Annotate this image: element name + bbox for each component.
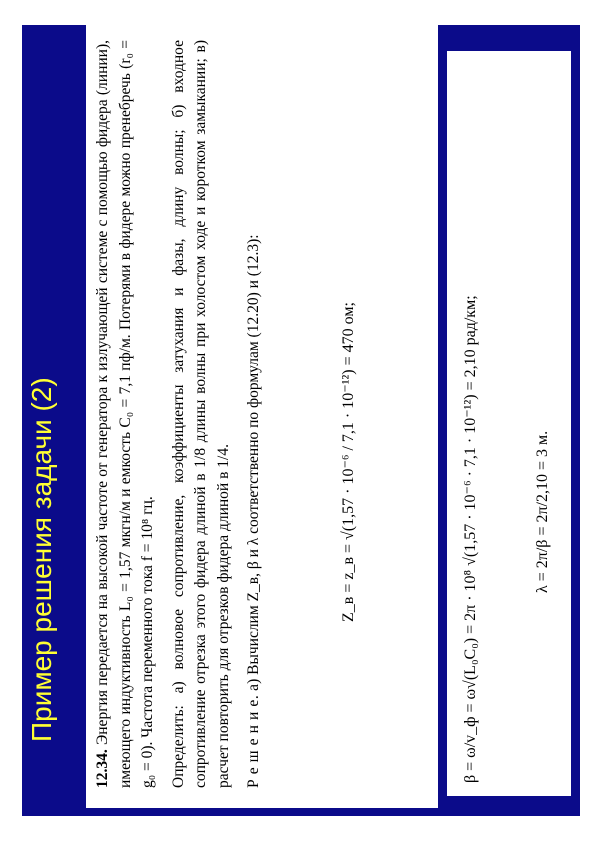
solution-label: Р е ш е н и е. bbox=[245, 694, 262, 788]
problem-number: 12.34. bbox=[94, 749, 111, 788]
formula-block bbox=[457, 63, 557, 783]
beta-formula: β = ω/v_ф = ω√(L₀C₀) = 2π · 10⁸ √(1,57 · 10⁻⁶ · 7,1 · 10⁻¹²) = 2,10 рад/км; bbox=[462, 295, 479, 783]
problem-card bbox=[86, 20, 438, 808]
formula-card bbox=[447, 51, 571, 796]
problem-text-block bbox=[92, 40, 274, 788]
problem-statement bbox=[92, 40, 160, 788]
problem-statement-text: Энергия передается на высокой частоте от генератора к излучающей системе с помощью фидера (линии), имеющего индуктивность L₀ = 1,57 мкгн/м и емкость C₀ = 7,1 пф/м. Потерями в фидере можно пренебречь (r₀ = g₀ = 0). Частота переменного тока f = 10⁸ гц. bbox=[94, 40, 156, 788]
slide-title: Пример решения задачи (2) bbox=[26, 377, 57, 742]
solution-intro bbox=[243, 40, 266, 788]
impedance-formula: Z_в = z_в = √(1,57 · 10⁻⁶ / 7,1 · 10⁻¹²) = 470 ом; bbox=[340, 302, 357, 622]
problem-task: Определить: а) волновое сопротивление, коэффициенты затухания и фазы, длину волны; б) входное сопротивление отрезка этого фидера длиной в 1/8 длины волны при холостом ходе и коротком замыкании; в) расчет повторить для отрезков фидера длиной в 1/4. bbox=[169, 40, 232, 788]
lambda-formula: λ = 2π/β = 2π/2,10 = 3 м. bbox=[534, 430, 551, 593]
solution-text: а) Вычислим Z_в, β и λ соответственно по формулам (12.20) и (12.3): bbox=[245, 234, 262, 691]
